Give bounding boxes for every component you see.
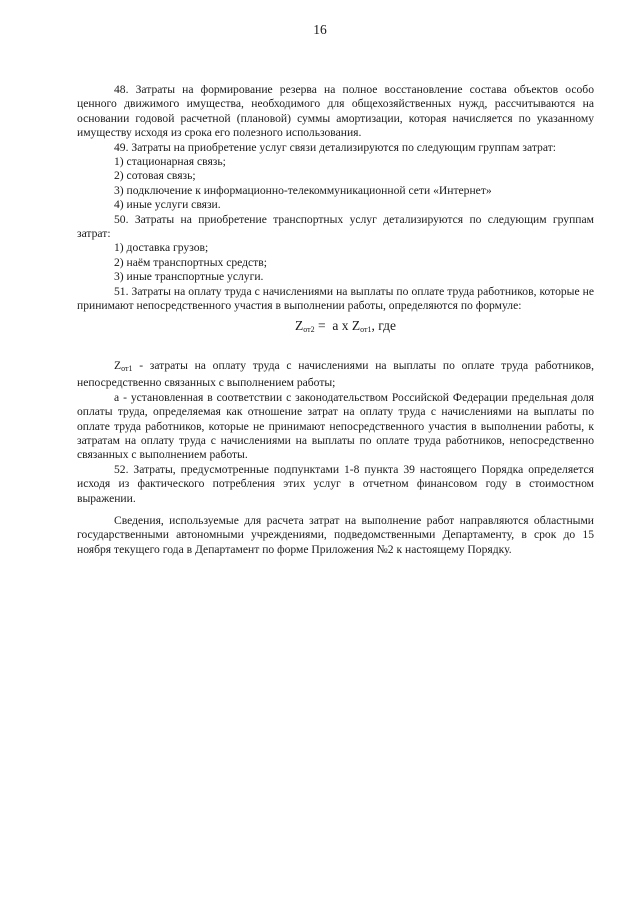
paragraph-52: 52. Затраты, предусмотренные подпунктами 1-8 пункта 39 настоящего Порядка определяется исходя из фактического потребления этих услуг в отчетном финансовом году в стоимостном выражении. bbox=[77, 462, 594, 505]
list-item-49-3: 3) подключение к информационно-телекоммуникационной сети «Интернет» bbox=[114, 183, 492, 197]
formula bbox=[77, 319, 594, 337]
page-number: 16 bbox=[313, 22, 327, 37]
definition-a: a - установленная в соответствии с законодательством Российской Федерации предельная доля оплаты труда, определяемая как отношение затрат на оплату труда с начислениями на выплаты по оплате труда работников, которые не принимают непосредственного участия в выполнении работы, к затратам на оплату труда с начислениями на выплаты по оплате труда работников, непосредственно связанных с выполнением работы. bbox=[77, 390, 594, 462]
paragraph-50: 50. Затраты на приобретение транспортных услуг детализируются по следующим группам затрат: bbox=[77, 212, 594, 241]
formula-rhs-symbol: Z bbox=[351, 317, 361, 333]
definition-z-symbol: Z bbox=[114, 358, 122, 372]
list-item-50-2: 2) наём транспортных средств; bbox=[114, 255, 267, 269]
final-paragraph: Сведения, используемые для расчета затрат на выполнение работ направляются областными государственными автономными учреждениями, подведомственными Департаменту, в срок до 15 ноября текущего года в Департамент по форме Приложения №2 к настоящему Порядку. bbox=[77, 513, 594, 556]
list-item-50-1: 1) доставка грузов; bbox=[114, 241, 209, 255]
list-item-49-2: 2) сотовая связь; bbox=[114, 169, 196, 183]
list-item-49-4: 4) иные услуги связи. bbox=[114, 198, 221, 212]
document-body bbox=[77, 83, 594, 557]
paragraph-49: 49. Затраты на приобретение услуг связи детализируются по следующим группам затрат: bbox=[114, 140, 556, 154]
formula-lhs-subscript: от2 bbox=[303, 324, 315, 334]
formula-rhs-subscript: от1 bbox=[360, 324, 372, 334]
paragraph-51: 51. Затраты на оплату труда с начислениями на выплаты по оплате труда работников, которые не принимают непосредственного участия в выполнении работы, определяются по формуле: bbox=[77, 284, 594, 313]
formula-lhs-symbol: Z bbox=[295, 317, 304, 333]
definition-z bbox=[77, 359, 594, 391]
list-item-50-3: 3) иные транспортные услуги. bbox=[114, 270, 264, 284]
definition-z-subscript: от1 bbox=[121, 363, 133, 373]
definition-z-text: - затраты на оплату труда с начислениями на выплаты по оплате труда работников, непосредственно связанных с выполнением работы; bbox=[77, 358, 594, 390]
formula-operator: = a x bbox=[314, 317, 352, 333]
paragraph-48: 48. Затраты на формирование резерва на полное восстановление состава объектов особо ценного движимого имущества, необходимого для общехозяйственных нужд, рассчитываются на основании годовой расчетной (плановой) суммы амортизации, которая начисляется по указанному имуществу исходя из срока его полезного использования. bbox=[77, 83, 594, 140]
formula-tail: , где bbox=[371, 317, 396, 333]
list-item-49-1: 1) стационарная связь; bbox=[114, 155, 226, 169]
